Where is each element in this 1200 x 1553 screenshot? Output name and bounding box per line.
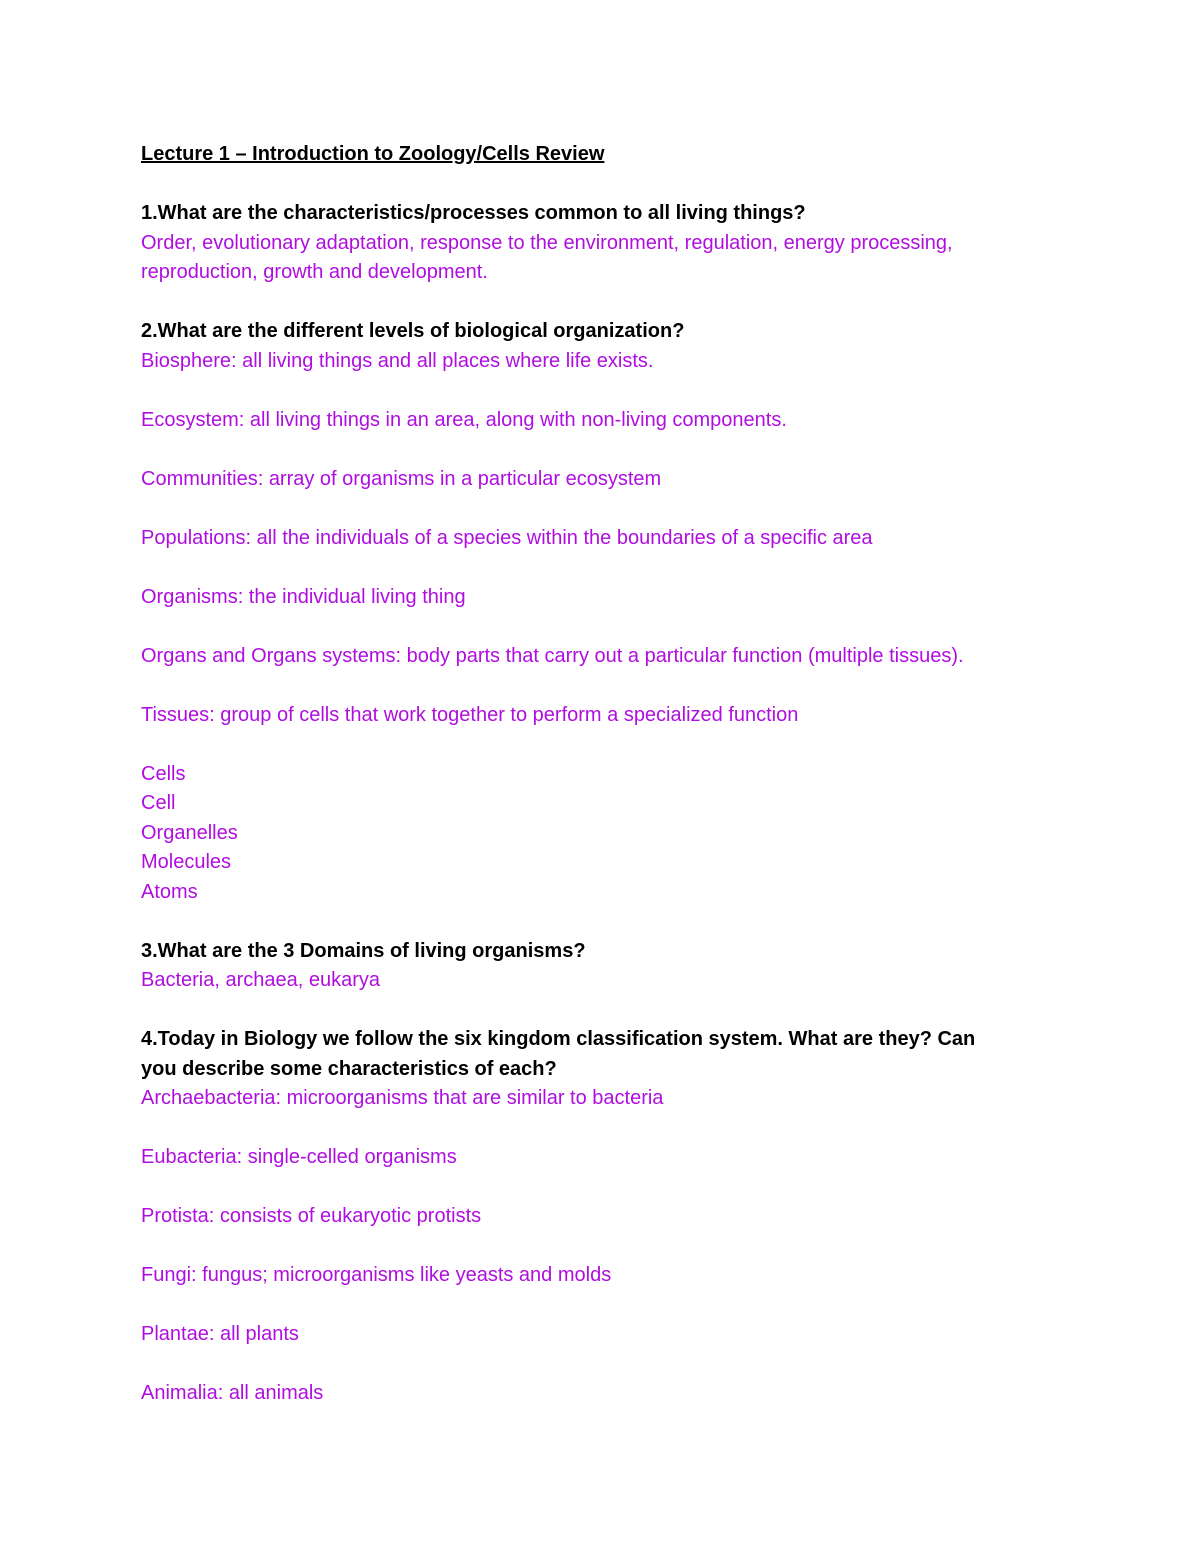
answer-3: Bacteria, archaea, eukarya [141,969,381,991]
answer-plantae: Plantae: all plants [141,1323,299,1345]
document-page [141,140,1071,1409]
list-item: Cells [141,762,186,785]
answer-ecosystem: Ecosystem: all living things in an area, along with non-living components. [141,408,787,431]
answer-organisms: Organisms: the individual living thing [141,585,466,608]
answer-organs: Organs and Organs systems: body parts that carry out a particular function (multiple tissues). [141,644,964,667]
spacer [141,170,1071,200]
question-4-line-2: you describe some characteristics of each? [141,1057,557,1080]
list-item: Atoms [141,880,198,903]
spacer [141,907,1071,937]
question-3: 3.What are the 3 Domains of living organisms? [141,939,586,962]
spacer [141,288,1071,318]
question-2: 2.What are the different levels of biological organization? [141,320,685,342]
list-item: Cell [141,792,176,814]
answer-animalia: Animalia: all animals [141,1382,324,1404]
list-item: Molecules [141,851,232,873]
spacer [141,553,1071,583]
answer-fungi: Fungi: fungus; microorganisms like yeasts and molds [141,1264,612,1286]
spacer [141,730,1071,760]
answer-protista: Protista: consists of eukaryotic protists [141,1205,482,1227]
answer-communities: Communities: array of organisms in a particular ecosystem [141,467,662,490]
answer-tissues: Tissues: group of cells that work together to perform a specialized function [141,703,799,726]
answer-1-line-2: reproduction, growth and development. [141,261,488,283]
spacer [141,494,1071,524]
spacer [141,435,1071,465]
spacer [141,1114,1071,1144]
spacer [141,1291,1071,1321]
spacer [141,671,1071,701]
list-item: Organelles [141,821,238,844]
spacer [141,612,1071,642]
spacer [141,1173,1071,1203]
spacer [141,1350,1071,1380]
answer-populations: Populations: all the individuals of a species within the boundaries of a specific area [141,526,873,549]
question-1: 1.What are the characteristics/processes common to all living things? [141,202,806,224]
answer-eubacteria: Eubacteria: single-celled organisms [141,1146,457,1168]
spacer [141,376,1071,406]
spacer [141,1232,1071,1262]
answer-archaebacteria: Archaebacteria: microorganisms that are similar to bacteria [141,1087,664,1109]
document-title: Lecture 1 – Introduction to Zoology/Cells Review [141,143,605,165]
question-4-line-1: 4.Today in Biology we follow the six kingdom classification system. What are they? Can [141,1028,976,1050]
answer-1-line-1: Order, evolutionary adaptation, response to the environment, regulation, energy processing, [141,231,953,254]
spacer [141,996,1071,1026]
answer-biosphere: Biosphere: all living things and all places where life exists. [141,349,654,372]
